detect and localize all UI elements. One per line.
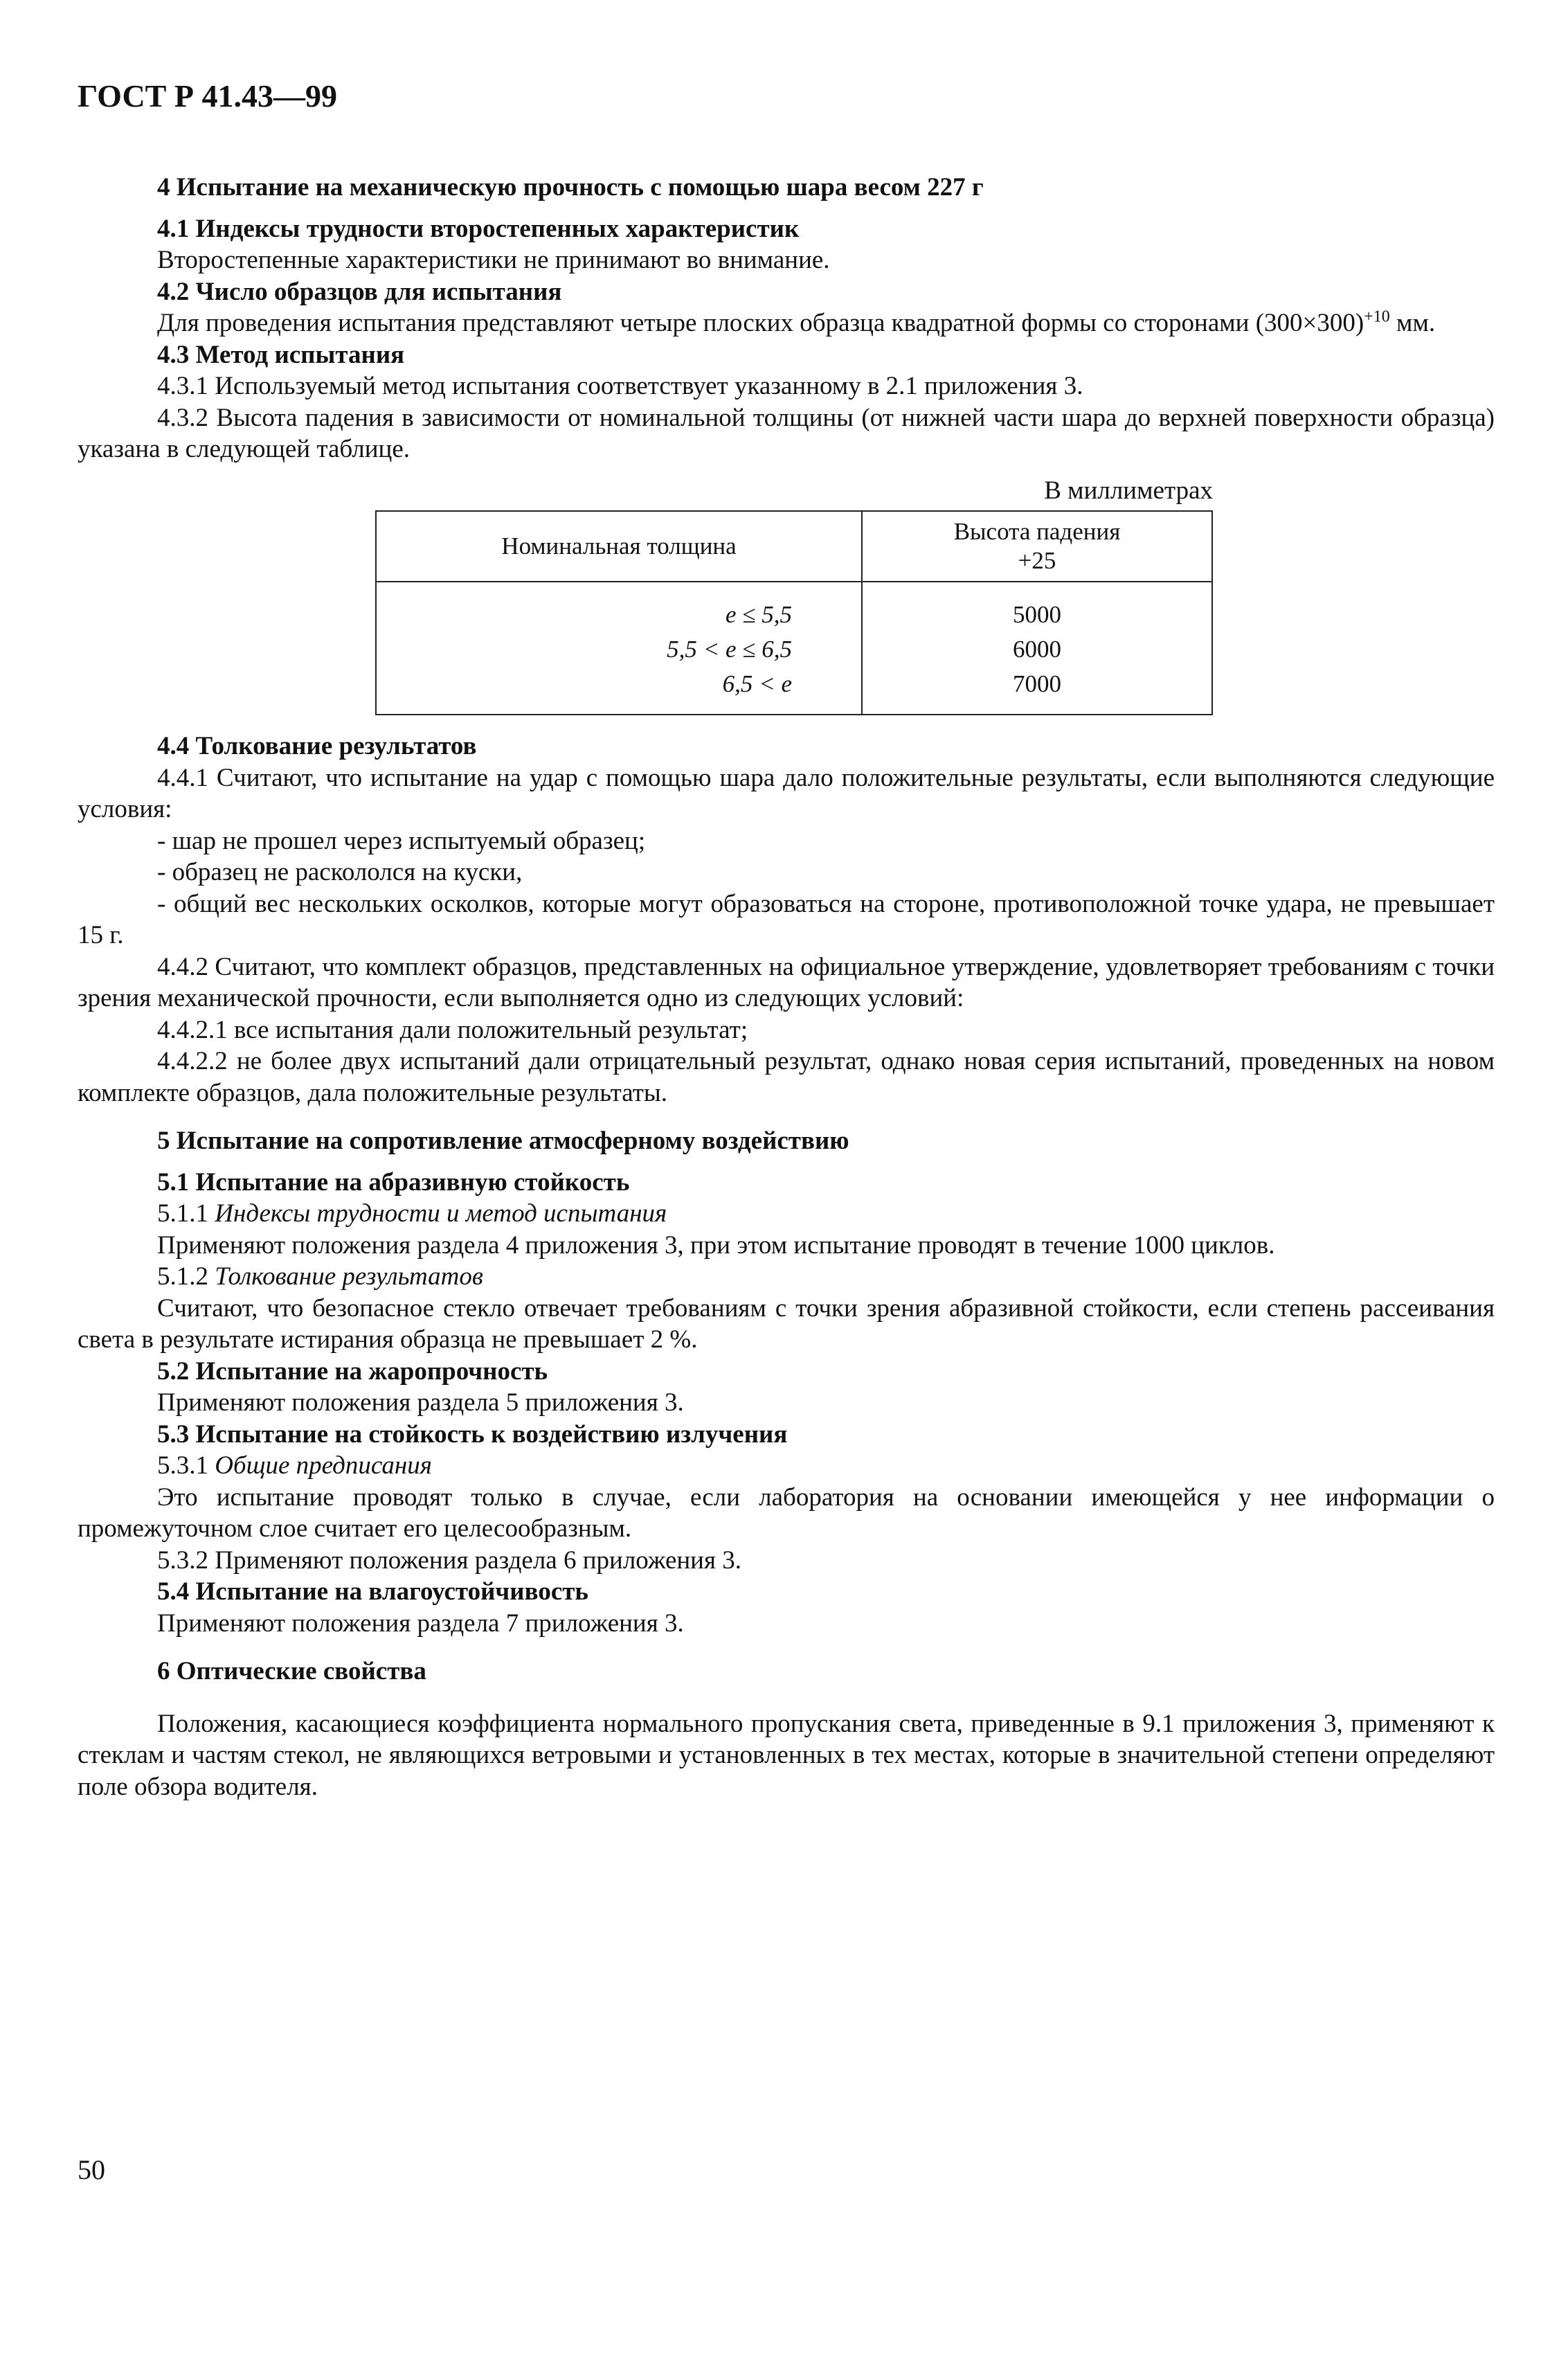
height-value: 6000 (1013, 636, 1061, 663)
section-6-text: Положения, касающиеся коэффициента нормального пропускания света, приведенные в 9.1 приложения 3, применяют к стеклам и частям стекол, не являющихся ветровыми и установленных в тех местах, которые в значительной степени определяют поле обзора водителя. (78, 1709, 1495, 1801)
section-5-4-text: Применяют положения раздела 7 приложения 3. (157, 1609, 684, 1638)
section-4-2-text-tail: мм. (1389, 309, 1436, 337)
col-drop-height (862, 511, 1212, 582)
section-5-title: 5 Испытание на сопротивление атмосферному воздействию (157, 1127, 849, 1155)
section-5-1-1-number: 5.1.1 (157, 1199, 215, 1228)
section-4-3-title: 4.3 Метод испытания (157, 340, 405, 369)
section-5-3-1 (78, 1450, 1495, 1482)
section-4-4-2-2: 4.4.2.2 не более двух испытаний дали отрицательный результат, однако новая серия испытаний, проведенных на новом комплекте образцов, дала положительные результаты. (78, 1047, 1495, 1107)
col-drop-height-label: Высота падения (953, 518, 1121, 545)
condition-item: - общий вес нескольких осколков, которые могут образоваться на стороне, противоположной точке удара, не превышает 15 г. (78, 889, 1495, 949)
col-drop-height-tolerance: +25 (1018, 547, 1056, 574)
height-cell (862, 582, 1212, 715)
thickness-value: 5,5 < e ≤ 6,5 (667, 636, 792, 663)
section-4-2-text-main: Для проведения испытания представляют четыре плоских образца квадратной формы со сторонами (300×300) (157, 309, 1364, 337)
section-4-4-title: 4.4 Толкование результатов (157, 732, 477, 760)
section-4-3-1: 4.3.1 Используемый метод испытания соответствует указанному в 2.1 приложения 3. (157, 372, 1083, 400)
section-5-3-1-number: 5.3.1 (157, 1451, 215, 1480)
section-4-4-1: 4.4.1 Считают, что испытание на удар с помощью шара дало положительные результаты, если выполняются следующие условия: (78, 763, 1495, 823)
section-4-2-text (78, 307, 1495, 339)
section-4-2-title: 4.2 Число образцов для испытания (157, 277, 562, 306)
section-4-4-2: 4.4.2 Считают, что комплект образцов, представленных на официальное утверждение, удовлетворяет требованиям с точки зрения механической прочности, если выполняется одно из следующих условий: (78, 952, 1495, 1012)
tolerance-superscript: +10 (1364, 307, 1390, 326)
section-5-1-title: 5.1 Испытание на абразивную стойкость (157, 1167, 630, 1197)
document-body (78, 161, 1495, 1802)
table-body-row (376, 582, 1212, 715)
section-4-title: 4 Испытание на механическую прочность с помощью шара весом 227 г (157, 173, 984, 202)
condition-item: - шар не прошел через испытуемый образец; (157, 826, 646, 855)
section-5-1-2-number: 5.1.2 (157, 1262, 215, 1291)
standard-header: ГОСТ Р 41.43—99 (78, 78, 337, 114)
table-unit-label: В миллиметрах (1044, 476, 1213, 505)
section-4-3-2: 4.3.2 Высота падения в зависимости от номинальной толщины (от нижней части шара до верхней поверхности образца) указана в следующей таблице. (78, 403, 1495, 463)
section-4-1-title: 4.1 Индексы трудности второстепенных характеристик (157, 214, 800, 243)
drop-height-table (375, 510, 1213, 715)
section-5-4-title: 5.4 Испытание на влагоустойчивость (157, 1577, 589, 1606)
page-number: 50 (78, 2154, 105, 2185)
height-value: 7000 (1013, 670, 1061, 697)
thickness-cell (376, 582, 862, 715)
section-4-1-text: Второстепенные характеристики не принимают во внимание. (157, 246, 830, 274)
height-value: 5000 (1013, 601, 1061, 628)
section-5-1-1 (78, 1198, 1495, 1230)
thickness-value: e ≤ 5,5 (726, 601, 792, 628)
section-5-1-2 (78, 1261, 1495, 1293)
section-5-3-title: 5.3 Испытание на стойкость к воздействию излучения (157, 1420, 788, 1449)
section-5-1-1-text: Применяют положения раздела 4 приложения 3, при этом испытание проводят в течение 1000 циклов. (157, 1230, 1275, 1260)
section-5-1-1-heading: Индексы трудности и метод испытания (215, 1199, 667, 1228)
condition-item: - образец не раскололся на куски, (157, 858, 523, 886)
section-5-3-1-text: Это испытание проводят только в случае, если лаборатория на основании имеющейся у нее информации о промежуточном слое считает его целесообразным. (78, 1483, 1495, 1543)
section-5-3-2: 5.3.2 Применяют положения раздела 6 приложения 3. (157, 1546, 741, 1575)
section-5-3-1-heading: Общие предписания (215, 1451, 432, 1480)
section-5-1-2-text: Считают, что безопасное стекло отвечает требованиям с точки зрения абразивной стойкости, если степень рассеивания света в результате истирания образца не превышает 2 %. (78, 1293, 1495, 1354)
section-5-2-title: 5.2 Испытание на жаропрочность (157, 1356, 548, 1386)
thickness-value: 6,5 < e (722, 670, 792, 697)
section-4-4-2-1: 4.4.2.1 все испытания дали положительный результат; (157, 1015, 748, 1044)
col-nominal-thickness: Номинальная толщина (376, 511, 862, 582)
section-6-title: 6 Оптические свойства (157, 1657, 426, 1685)
section-5-1-2-heading: Толкование результатов (215, 1262, 483, 1291)
section-5-2-text: Применяют положения раздела 5 приложения 3. (157, 1388, 684, 1417)
table-header-row (376, 511, 1212, 582)
